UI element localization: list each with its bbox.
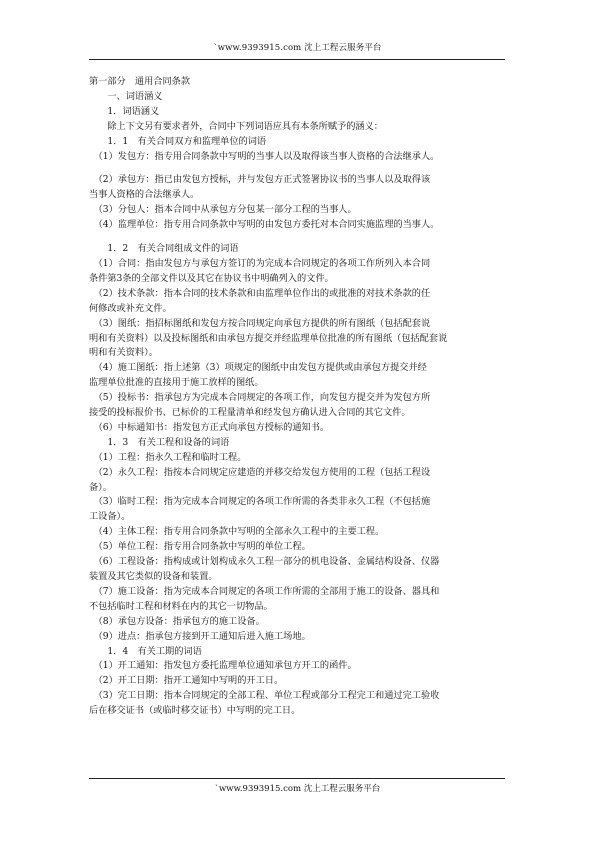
text-line: （8）承包方设备：指承包方的施工设备。 <box>89 615 265 627</box>
text-line: 明和有关资料）。 <box>89 347 158 359</box>
text-line: （2）开工日期：指开工通知中写明的开工日。 <box>89 675 284 687</box>
text-line: 1．4 有关工期的词语 <box>89 645 202 657</box>
text-line: （5）投标书：指承包方为完成本合同规定的各项工作，向发包方提交并为发包方所 <box>89 392 431 404</box>
header-rule <box>89 59 505 60</box>
text-line: 第一部分 通用合同条款 <box>89 76 191 87</box>
text-line: （1）开工通知：指发包方委托监理单位通知承包方开工的函件。 <box>89 660 357 672</box>
blank-line <box>89 233 506 242</box>
text-line: （4）监理单位：指专用合同条款中写明的由发包方委托对本合同实施监理的当事人。 <box>89 219 440 231</box>
text-line: 监理单位批准的直接用于施工放样的图纸。 <box>89 377 264 389</box>
text-line: （3）分包人：指本合同中从承包方分包某一部分工程的当事人。 <box>89 204 357 216</box>
blank-line <box>89 164 506 173</box>
text-line: （4）主体工程：指专用合同条款中写明的全部永久工程中的主要工程。 <box>89 526 385 538</box>
text-line: （1）合同：指由发包方与承包方签订的为完成本合同规定的各项工作所列入本合同 <box>89 257 431 269</box>
page-footer: `www.9393915.com 沈上工程云服务平台 <box>214 784 381 794</box>
text-line: 条件第3条的全部文件以及其它在协议书中明确列入的文件。 <box>89 272 334 284</box>
text-line: （2）永久工程：指按本合同规定应建造的并移交给发包方使用的工程（包括工程设 <box>89 466 431 478</box>
text-line: （2）承包方：指已由发包方授标，并与发包方正式签署协议书的当事人以及取得该 <box>89 174 431 186</box>
text-line: （1）发包方：指专用合同条款中写明的当事人以及取得该当事人资格的合法继承人。 <box>89 150 440 162</box>
text-line: 不包括临时工程和材料在内的其它一切物品。 <box>89 600 273 612</box>
text-line: 1．1 有关合同双方和监理单位的词语 <box>89 135 267 147</box>
text-line: （9）进点：指承包方接到开工通知后进入施工场地。 <box>89 630 311 642</box>
text-line: （7）施工设备：指为完成本合同规定的各项工作所需的全部用于施工的设备、器具和 <box>89 585 440 597</box>
text-line: （6）中标通知书：指发包方正式向承包方授标的通知书。 <box>89 421 330 433</box>
document-body <box>89 75 506 719</box>
text-line: 1．2 有关合同组成文件的词语 <box>89 243 239 255</box>
text-line: （3）图纸：指招标图纸和发包方按合同规定向承包方提供的所有图纸（包括配套说 <box>89 317 431 329</box>
text-line: （2）技术条款：指本合同的技术条款和由监理单位作出的或批准的对技术条款的任 <box>89 287 431 299</box>
text-line: （1）工程：指永久工程和临时工程。 <box>89 451 247 463</box>
text-line: 一、词语涵义 <box>89 90 163 102</box>
text-line: （3）完工日期：指本合同规定的全部工程、单位工程或部分工程完工和通过完工验收 <box>89 690 440 702</box>
text-line: 后在移交证书（或临时移交证书）中写明的完工日。 <box>89 705 301 717</box>
text-line: 备）。 <box>89 481 112 493</box>
text-line: 除上下文另有要求者外，合同中下列词语应具有本条所赋予的涵义： <box>89 120 383 132</box>
text-line: （4）施工图纸：指上述第（3）项规定的图纸中由发包方提供或由承包方提交并经 <box>89 362 427 374</box>
text-line: 1．3 有关工程和设备的词语 <box>89 436 230 448</box>
text-line: 当事人资格的合法继承人。 <box>89 189 200 201</box>
text-line: （3）临时工程：指为完成本合同规定的各项工作所需的各类非永久工程（不包括施 <box>89 496 431 508</box>
text-line: 工设备）。 <box>89 511 131 523</box>
text-line: 1．词语涵义 <box>89 105 160 117</box>
text-line: （5）单位工程：指专用合同条款中写明的单位工程。 <box>89 541 311 553</box>
text-line: 何修改或补充文件。 <box>89 302 172 314</box>
text-line: 装置及其它类似的设备和装置。 <box>89 571 218 582</box>
page-header: `www.9393915.com 沈上工程云服务平台 <box>213 43 382 53</box>
text-line: （6）工程设备：指构成或计划构成永久工程一部分的机电设备、金属结构设备、仪器 <box>89 556 440 568</box>
text-line: 明和有关资料）以及投标图纸和由承包方提交并经监理单位批准的所有图纸（包括配套说 <box>89 332 448 344</box>
text-line: 接受的投标报价书、已标价的工程量清单和经发包方确认进入合同的其它文件。 <box>89 407 411 419</box>
footer-rule <box>89 778 505 779</box>
